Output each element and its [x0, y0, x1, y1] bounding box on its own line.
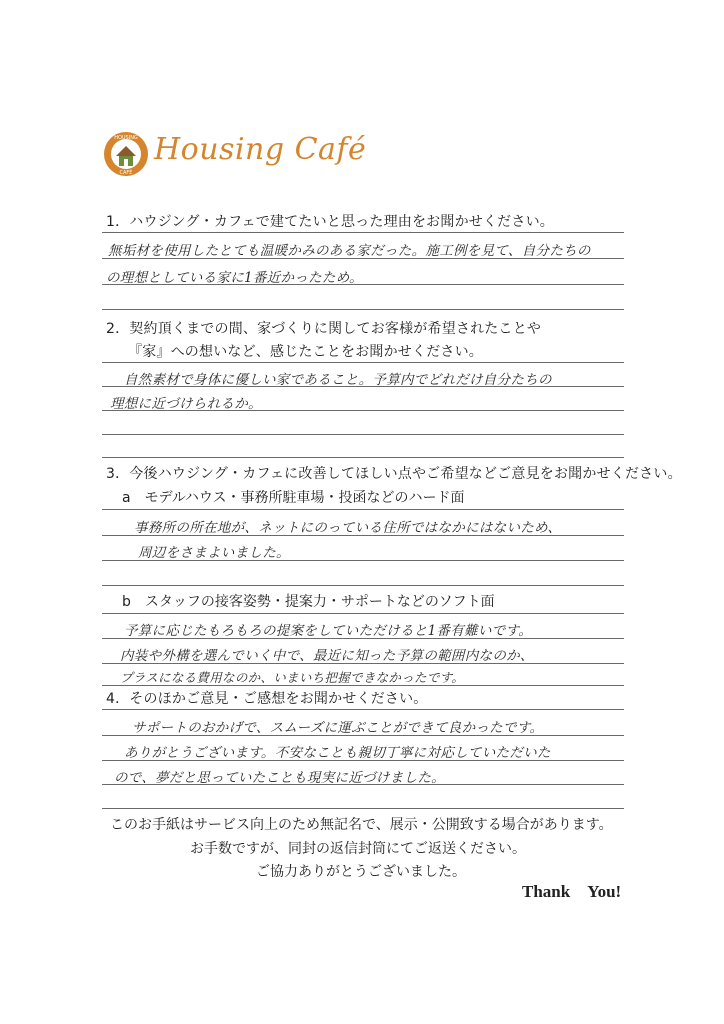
- question-3: 3．今後ハウジング・カフェに改善してほしい点やご希望などご意見をお聞かせください。: [106, 466, 682, 482]
- rule: [102, 457, 624, 458]
- house-badge-icon: [102, 130, 150, 178]
- rule: [102, 232, 624, 233]
- rule: [102, 509, 624, 510]
- q3-b-answer-line-1: 予算に応じたもろもろの提案をしていただけると1番有難いです。: [124, 623, 533, 639]
- rule: [102, 735, 624, 736]
- q4-answer-line-3: ので、夢だと思っていたことも現実に近づけました。: [114, 770, 445, 786]
- rule: [102, 362, 624, 363]
- q3-b-answer-line-2: 内装や外構を選んでいく中で、最近に知った予算の範囲内なのか、: [120, 648, 534, 664]
- rule: [102, 258, 624, 259]
- q3-a-label: a モデルハウス・事務所駐車場・投函などのハード面: [122, 490, 465, 506]
- rule: [102, 709, 624, 710]
- question-2-line-2: 『家』への想いなど、感じたことをお聞かせください。: [128, 344, 483, 360]
- badge-bottom-text: CAFÉ: [119, 170, 133, 176]
- q3-b-answer-line-3: プラスになる費用なのか、いまいち把握できなかったです。: [120, 670, 465, 685]
- rule: [102, 808, 624, 809]
- rule: [102, 309, 624, 310]
- rule: [102, 434, 624, 435]
- q2-answer-line-2: 理想に近づけられるか。: [110, 396, 262, 412]
- q4-answer-line-1: サポートのおかげで、スムーズに運ぶことができて良かったです。: [132, 720, 544, 736]
- footer-thanks-en: Thank You!: [522, 882, 622, 901]
- rule: [102, 685, 624, 686]
- q3-b-label: b スタッフの接客姿勢・提案力・サポートなどのソフト面: [122, 594, 495, 610]
- rule: [102, 784, 624, 785]
- q1-answer-line-1: 無垢材を使用したとても温暖かみのある家だった。施工例を見て、自分たちの: [108, 243, 591, 259]
- footer-thanks-jp: ご協力ありがとうございました。: [256, 864, 466, 880]
- rule: [102, 638, 624, 639]
- rule: [102, 560, 624, 561]
- footer-notice: このお手紙はサービス向上のため無記名で、展示・公開致する場合があります。: [110, 817, 613, 833]
- q3-a-answer-line-1: 事務所の所在地が、ネットにのっている住所ではなかにはないため、: [134, 520, 562, 536]
- rule: [102, 535, 624, 536]
- rule: [102, 284, 624, 285]
- q3-a-answer-line-2: 周辺をさまよいました。: [138, 545, 290, 561]
- question-2-line-1: 2．契約頂くまでの間、家づくりに関してお客様が希望されたことや: [106, 321, 542, 337]
- q4-answer-line-2: ありがとうございます。不安なことも親切丁寧に対応していただいた: [124, 745, 551, 761]
- q2-answer-line-1: 自然素材で身体に優しい家であること。予算内でどれだけ自分たちの: [124, 372, 552, 388]
- rule: [102, 410, 624, 411]
- q1-answer-line-2: の理想としている家に1番近かったため。: [106, 270, 363, 286]
- question-4: 4．そのほかご意見・ご感想をお聞かせください。: [106, 691, 428, 707]
- rule: [102, 386, 624, 387]
- footer-request: お手数ですが、同封の返信封筒にてご返送ください。: [190, 841, 526, 857]
- housing-cafe-logo: [102, 130, 367, 186]
- badge-top-text: HOUSING: [114, 135, 138, 141]
- rule: [102, 613, 624, 614]
- rule: [102, 663, 624, 664]
- rule: [102, 585, 624, 586]
- brand-name: Housing Café: [154, 132, 367, 167]
- question-1: 1．ハウジング・カフェで建てたいと思った理由をお聞かせください。: [106, 214, 554, 230]
- rule: [102, 760, 624, 761]
